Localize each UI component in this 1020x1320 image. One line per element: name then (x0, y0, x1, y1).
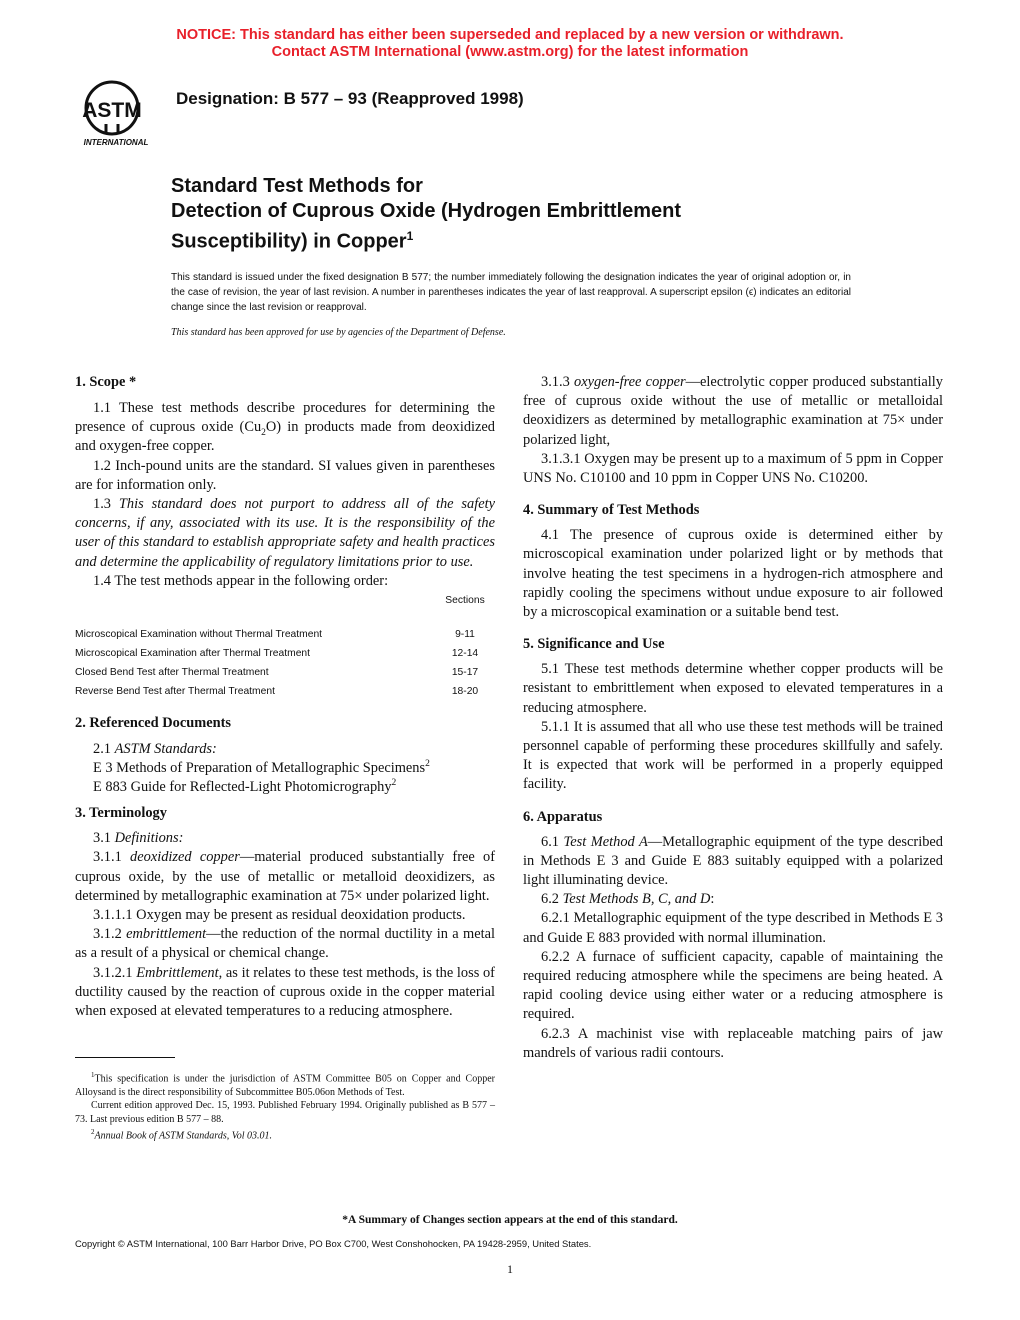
astm-logo-icon (72, 78, 162, 148)
summary-heading: 4. Summary of Test Methods (523, 502, 700, 519)
left-column (75, 373, 495, 1021)
title-line-3-text: Susceptibility) in Copper (171, 230, 407, 253)
footnote-2: $^2$Annual Book of ASTM Standards, Vol 03.01. (91, 1128, 272, 1142)
notice-line-2: Contact ASTM International (www.astm.org) for the latest information (271, 44, 749, 60)
ref-e883: E 883 Guide for Reflected-Light Photomicrography$^2$ (93, 778, 397, 795)
para-5-1-1: 5.1.1 It is assumed that all who use these test methods will be trained personnel capable of performing these procedures skillfully and safely. It is expected that work will be performed in a properly equipped facility. (523, 718, 943, 793)
title-line-3 (171, 224, 871, 255)
defense-note: This standard has been approved for use by agencies of the Department of Defense. (171, 327, 506, 338)
footnote-1b: Current edition approved Dec. 15, 1993. Published February 1994. Originally published as B 577 – 73. Last previous edition B 577 – 88. (75, 1100, 495, 1125)
summary-of-changes-note: *A Summary of Changes section appears at the end of this standard. (342, 1214, 678, 1226)
right-column (523, 373, 943, 1063)
document-title (171, 174, 871, 255)
scope-heading: 1. Scope * (75, 374, 137, 390)
table-row: Closed Bend Test after Thermal Treatment 15-17 (75, 667, 479, 679)
logo-text: ASTM (82, 99, 142, 122)
significance-heading: 5. Significance and Use (523, 636, 665, 653)
logo-subtext: INTERNATIONAL (83, 138, 149, 147)
para-6-2: 6.2 Test Methods B, C, and D: (541, 891, 715, 908)
para-6-2-2: 6.2.2 A furnace of sufficient capacity, capable of maintaining the required reducing atmosphere while the specimens are being heated. A rapid cooling device using either water or a reducing atmosphere is required. (523, 948, 943, 1023)
apparatus-heading: 6. Apparatus (523, 808, 603, 825)
ref-e3: E 3 Methods of Preparation of Metallographic Specimens$^2$ (93, 758, 430, 776)
issue-note: This standard is issued under the fixed designation B 577; the number immediately following the designation indicates the year of original adoption or, in the case of revision, the year of last revision. A number in parentheses indicates the year of last reapproval. A superscript epsilon (ϵ) indicates an editorial change since the last revision or reapproval. (171, 272, 851, 313)
para-3-1-2: 3.1.2 embrittlement—the reduction of the normal ductility in a metal as a result of a physical or chemical change. (75, 926, 496, 962)
para-3-1-1-1: 3.1.1.1 Oxygen may be present as residual deoxidation products. (93, 906, 466, 923)
table-row: Microscopical Examination after Thermal Treatment 12-14 (75, 647, 479, 659)
terminology-heading: 3. Terminology (75, 805, 167, 822)
para-6-2-1: 6.2.1 Metallographic equipment of the type described in Methods E 3 and Guide E 883 provided with normal illumination. (523, 910, 943, 946)
para-1-3: 1.3 This standard does not purport to address all of the safety concerns, if any, associated with its use. It is the responsibility of the user of this standard to establish appropriate safety and health practices and determine the applicability of regulatory limitations prior to use. (75, 496, 495, 570)
sections-header: Sections (445, 595, 485, 607)
para-2-1: 2.1 ASTM Standards: (93, 740, 217, 757)
sections-table (75, 591, 495, 702)
para-3-1-2-1: 3.1.2.1 Embrittlement, as it relates to these test methods, is the loss of ductility caused by the reaction of cuprous oxide in the copper material when exposed at elevated temperatures to a reducing atmosphere. (75, 964, 495, 1019)
copyright: Copyright © ASTM International, 100 Barr Harbor Drive, PO Box C700, West Conshohocken, PA 19428-2959, United States. (75, 1238, 592, 1249)
para-1-1: 1.1 These test methods describe procedures for determining the presence of cuprous oxide $(Cu_2O)$ in products made from deoxidized and oxygen-free copper. (75, 400, 495, 455)
table-row: Microscopical Examination without Thermal Treatment 9-11 (75, 628, 475, 640)
para-3-1: 3.1 Definitions: (93, 830, 184, 847)
para-4-1: 4.1 The presence of cuprous oxide is determined either by microscopical examination under polarized light or by methods that involve heating the test specimens in a hydrogen-rich atmosphere and rapidly cooling the specimens without undue exposure to air followed by a microscopical examination or a suitable bend test. (523, 527, 943, 621)
para-1-4: 1.4 The test methods appear in the following order: (93, 572, 389, 589)
para-3-1-3: 3.1.3 oxygen-free copper—electrolytic copper produced substantially free of cuprous oxide without the use of metallic or metalloidal deoxidizers as determined by metallographic examination at 75× under polarized light, (523, 374, 943, 448)
para-5-1: 5.1 These test methods determine whether copper products will be resistant to embrittlement when exposed to elevated temperatures in a reducing atmosphere. (523, 661, 943, 716)
designation: Designation: B 577 – 93 (Reapproved 1998) (176, 89, 524, 108)
para-3-1-1: 3.1.1 deoxidized copper—material produced substantially free of cuprous oxide, by the use of metallic or metalloid deoxidizers, as determined by metallographic examination at 75× under polarized light. (75, 849, 495, 904)
withdrawal-notice (0, 27, 1020, 61)
title-line-1: Standard Test Methods for (171, 175, 423, 197)
page-number: 1 (507, 1262, 513, 1276)
footnote-rule (75, 1057, 175, 1058)
para-6-2-3: 6.2.3 A machinist vise with replaceable matching pairs of jaw mandrels of various radii contours. (523, 1025, 943, 1061)
referenced-heading: 2. Referenced Documents (75, 714, 231, 731)
table-row: Reverse Bend Test after Thermal Treatment 18-20 (75, 686, 479, 698)
para-1-2: 1.2 Inch-pound units are the standard. SI values given in parentheses are for information only. (75, 457, 495, 493)
title-footnote-ref: 1 (406, 229, 414, 243)
para-3-1-3-1: 3.1.3.1 Oxygen may be present up to a maximum of 5 ppm in Copper UNS No. C10100 and 10 ppm in Copper UNS No. C10200. (523, 450, 943, 487)
notice-line-1: NOTICE: This standard has either been superseded and replaced by a new version or withdrawn. (176, 27, 844, 43)
footnotes (75, 1069, 495, 1143)
footnote-1: $^1$This specification is under the jurisdiction of ASTM Committee B05 on Copper and Copper Alloysand is the direct responsibility of Subcommittee B05.06on Methods of Test. (75, 1071, 495, 1098)
title-line-2: Detection of Cuprous Oxide (Hydrogen Embrittlement (171, 200, 682, 222)
para-6-1: 6.1 Test Method A—Metallographic equipment of the type described in Methods E 3 and Guide E 883 suitably equipped with a polarized light illuminating device. (523, 833, 943, 889)
